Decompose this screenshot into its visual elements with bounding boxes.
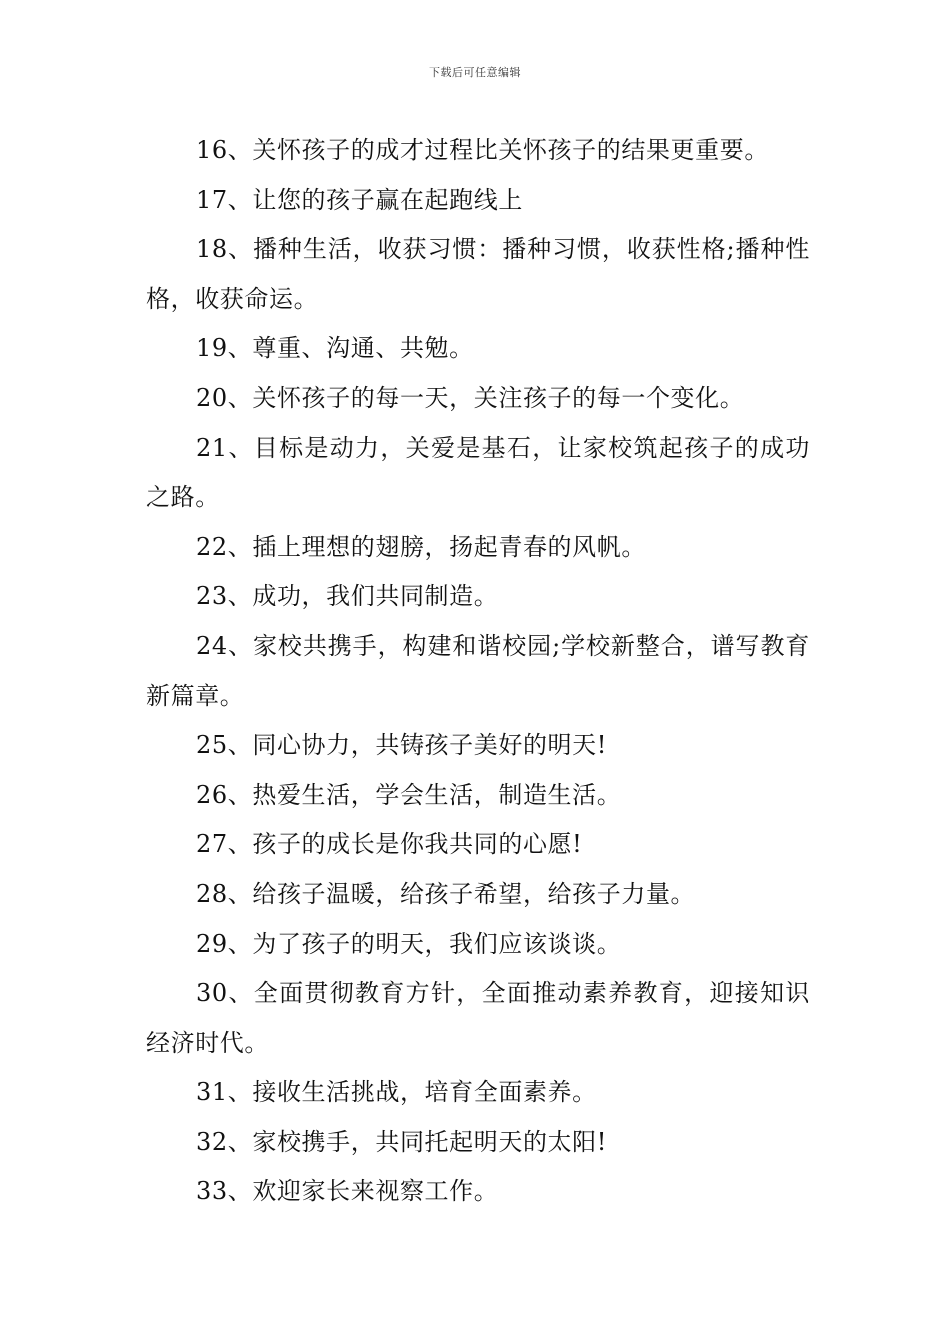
list-item: 19、尊重、沟通、共勉。 (196, 334, 474, 363)
list-item: 29、为了孩子的明天，我们应该谈谈。 (196, 929, 622, 958)
list-item: 28、给孩子温暖，给孩子希望，给孩子力量。 (196, 879, 696, 908)
list-item: 18、播种生活，收获习惯：播种习惯，收获性格;播种性格，收获命运。 (146, 235, 810, 313)
slogan-list (146, 126, 810, 1217)
list-item: 24、家校共携手，构建和谐校园;学校新整合，谱写教育新篇章。 (146, 631, 810, 710)
list-item: 17、让您的孩子赢在起跑线上 (196, 185, 523, 214)
list-item: 27、孩子的成长是你我共同的心愿! (196, 830, 583, 859)
list-item: 22、插上理想的翅膀，扬起青春的风帆。 (196, 532, 646, 561)
list-item: 16、关怀孩子的成才过程比关怀孩子的结果更重要。 (196, 136, 769, 164)
list-item: 33、欢迎家长来视察工作。 (196, 1177, 499, 1206)
list-item: 20、关怀孩子的每一天，关注孩子的每一个变化。 (196, 383, 745, 412)
list-item: 32、家校携手，共同托起明天的太阳! (196, 1127, 607, 1156)
list-item: 23、成功，我们共同制造。 (196, 582, 499, 611)
list-item: 31、接收生活挑战，培育全面素养。 (196, 1078, 597, 1107)
header-note: 下载后可任意编辑 (429, 66, 521, 79)
list-item: 30、全面贯彻教育方针，全面推动素养教育，迎接知识经济时代。 (146, 979, 810, 1057)
list-item: 26、热爱生活，学会生活，制造生活。 (196, 780, 622, 809)
list-item: 21、目标是动力，关爱是基石，让家校筑起孩子的成功之路。 (146, 433, 810, 512)
list-item: 25、同心协力，共铸孩子美好的明天! (196, 731, 607, 760)
